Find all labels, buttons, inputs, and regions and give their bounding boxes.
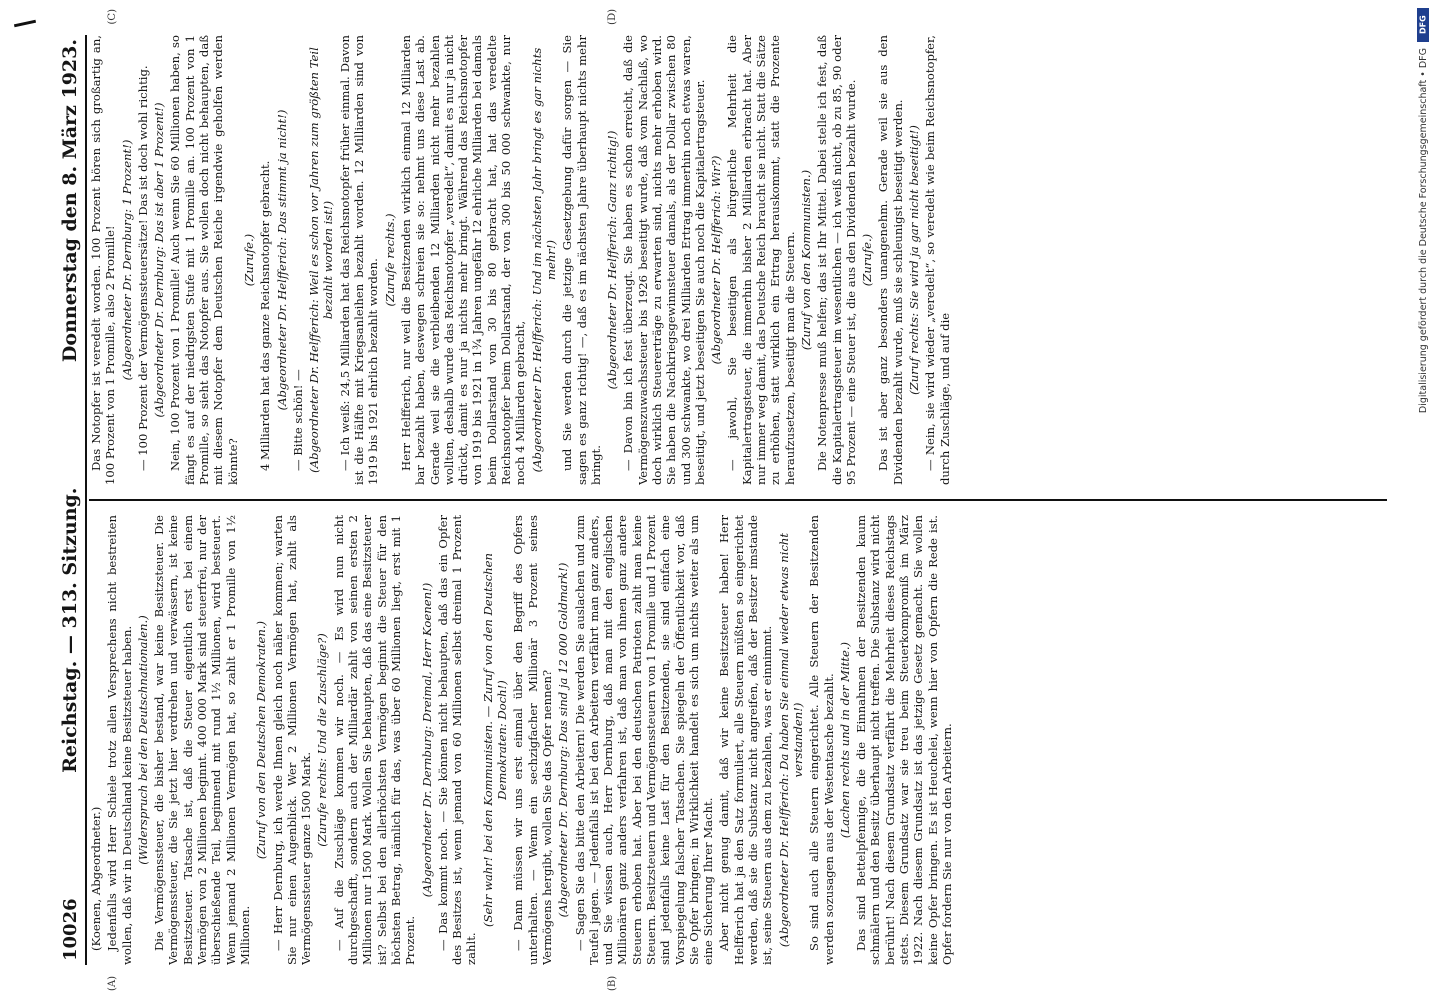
paragraph: Das ist aber ganz besonders unangenehm. Gerade weil sie aus den Dividenden bezahlt wurde, muß sie schleunigst beseitigt werden.	[876, 35, 905, 485]
paragraph: — Herr Dernburg, ich werde Ihnen gleich noch näher kommen; warten Sie nur einen Augenblick. Wer 2 Millionen Vermögen hat, zahlt als Vermögenssteuer ganze 1500 Mark.	[270, 515, 314, 965]
interjection: (Abgeordneter Dr. Helfferich: Wir?)	[709, 155, 724, 365]
left-column	[89, 515, 1387, 965]
interjection: (Zuruf rechts: Sie wird ja gar nicht beseitigt!)	[907, 125, 922, 395]
interjection: (Sehr wahr! bei den Kommunisten. — Zuruf von den Deutschen Demokraten: Doch!)	[480, 553, 510, 928]
paragraph: — Dann müssen wir uns erst einmal über den Begriff des Opfers unterhalten. — Wenn ein sechzigfacher Millionär 3 Prozent seines Vermögens hergibt, wollen Sie das Opfer nennen?	[511, 515, 554, 965]
digitization-credit	[1416, 8, 1430, 998]
paragraph: (Koenen, Abgeordneter.)	[89, 806, 103, 951]
dfg-logo: DFG	[1417, 8, 1429, 42]
paragraph: — Davon bin ich fest überzeugt. Sie haben es schon erreicht, daß die Vermögenszuwachssteuer bis 1926 beseitigt wurde, daß vom Nachlaß, wo doch wirklich Steuererträge zu erwarten sind, nichts mehr erhoben wird. Sie haben die Nachkriegsgewinnsteuer damals, als der Dollar zwischen 80 und 300 schwankte, wo drei Milliarden Ertrag immerhin noch etwas waren, beseitigt, und jetzt beseitigen Sie auch noch die Kapitalertragsteuer.	[621, 35, 707, 485]
interjection: (Lachen rechts und in der Mitte.)	[837, 641, 852, 839]
interjection: (Abgeordneter Dr. Helfferich: Da haben Sie einmal wieder etwas nicht verstanden!)	[776, 532, 805, 948]
session-date: Donnerstag den 8. März 1923.	[59, 39, 81, 363]
paragraph: So sind auch alle Steuern eingerichtet. Alle Steuern der Besitzenden werden sozusagen aus der Westentasche bezahlt.	[807, 515, 836, 965]
page-number: 10026	[60, 898, 81, 961]
interjection: (Zurufe rechts.)	[382, 213, 397, 307]
interjection: (Zuruf von den Kommunisten.)	[798, 169, 813, 351]
interjection: (Abgeordneter Dr. Helfferich: Das stimmt ja nicht!)	[274, 109, 289, 411]
interjection: (Abgeordneter Dr. Dernburg: 1 Prozent!)	[119, 139, 134, 381]
interjection: (Abgeordneter Dr. Dernburg: Das ist aber 1 Prozent!)	[152, 102, 167, 418]
margin-mark-d: (D)	[607, 9, 618, 25]
interjection: (Abgeordneter Dr. Dernburg: Dreimal, Herr Koenen!)	[419, 582, 434, 898]
margin-mark-c: (C)	[107, 9, 118, 25]
paragraph: Nein, 100 Prozent von 1 Promille! Auch wenn Sie 60 Millionen haben, so fängt es auf der niedrigsten Stufe mit 1 Promille an. 100 Prozent von 1 Promille, so sieht das Notopfer aus. Sie wollen doch nicht behaupten, daß mit diesem Notopfer dem Deutschen Reiche irgendwie geholfen werden könnte?	[168, 35, 240, 485]
paragraph: und Sie werden durch die jetzige Gesetzgebung dafür sorgen — Sie sagen es ganz richtig! —, daß es im nächsten Jahre überhaupt nichts mehr bringt.	[560, 35, 603, 485]
margin-mark-a: (A)	[107, 975, 118, 991]
paragraph: Die Vermögenssteuer, die bisher bestand, war keine Besitzsteuer. Die Vermögenssteuer, die Sie jetzt hier verdrehen und verwässern, ist keine Besitzsteuer. Tatsache ist, daß die Steuer eigentlich erst bei einem Vermögen von 2 Millionen beginnt. 400 000 Mark sind steuerfrei, nur der überschießende Teil, beginnend mit rund 1½ Millionen, wird besteuert. Wenn jemand 2 Millionen Vermögen hat, so zahlt er 1 Promille von 1½ Millionen.	[152, 515, 252, 965]
interjection: (Zuruf von den Deutschen Demokraten.)	[254, 620, 269, 860]
paragraph: Herr Helfferich, nur weil die Besitzenden wirklich einmal 12 Milliarden bar bezahlt haben, deswegen schreien sie so: nehmt uns diese Last ab. Gerade weil sie die verbleibenden 12 Milliarden nicht mehr bezahlen wollten, deshalb wurde das Reichsnotopfer „veredelt“, damit es nur ja nicht drückt, damit es nur ja nichts mehr bringt. Während das Reichsnotopfer von 1919 bis 1921 in 1¾ Jahren ungefähr 12 ehrliche Milliarden bei damals beim Dollarstand von 30 bis 80 gebracht hat, hat das veredelte Reichsnotopfer beim Dollarstand, der von 300 bis 50 000 schwankte, nur noch 4 Milliarden gebracht,	[398, 35, 528, 485]
corner-mark	[14, 20, 36, 28]
margin-mark-b: (B)	[607, 975, 618, 991]
text-columns	[89, 35, 1387, 965]
paragraph: — jawohl, Sie beseitigen als bürgerliche Mehrheit die Kapitalertragsteuer, die immerhin bisher 2 Milliarden erbracht hat. Aber nur immer weg damit, das Deutsche Reich braucht sie nicht. Statt die Sätze zu erhöhen, statt wirklich ein Ertrag herauskommt, statt die Prozente heraufzusetzen, beseitigt man die Steuern.	[725, 35, 797, 485]
interjection: (Abgeordneter Dr. Helfferich: Weil es schon vor Jahren zum größten Teil bezahlt worden ist!)	[307, 47, 336, 473]
paragraph: — Nein, sie wird wieder „veredelt“, so veredelt wie beim Reichsnotopfer, durch Zuschläge, und auf die	[923, 35, 952, 485]
interjection: (Abgeordneter Dr. Dernburg: Das sind ja 12 000 Goldmark!)	[556, 562, 571, 918]
page-title: Reichstag. — 313. Sitzung.	[59, 487, 81, 773]
paragraph: — Das kommt noch. — Sie können nicht behaupten, daß das ein Opfer des Besitzes ist, wenn jemand von 60 Millionen selbst dreimal 1 Prozent zahlt.	[435, 515, 479, 965]
paragraph: — Ich weiß: 24,5 Milliarden hat das Reichsnotopfer früher einmal. Davon ist die Hälfte mit Kriegsanleihen bezahlt worden. 12 Milliarden sind von 1919 bis 1921 ehrlich bezahlt worden.	[337, 35, 381, 485]
interjection: (Zurufe.)	[241, 233, 256, 287]
paragraph: Jedenfalls wird Herr Schiele trotz allen Versprechens nicht bestreiten wollen, daß wir in Deutschland keine Besitzsteuer haben.	[105, 515, 134, 965]
rotated-page	[47, 9, 1387, 991]
page-header	[47, 35, 87, 965]
paragraph: — Bitte schön! —	[290, 369, 305, 471]
paragraph: Aber nicht genug damit, daß wir keine Besitzsteuer haben! Herr Helfferich hat ja den Satz formuliert, alle Steuern müßten so eingerichtet werden, daß sie die Substanz nicht angreifen, daß der Besitzer imstande ist, seine Steuern aus dem zu bezahlen, was er einnimmt.	[717, 515, 775, 965]
paragraph: — Auf die Zuschläge kommen wir noch. — Es wird nun nicht durchgeschafft, sondern auch der Milliardär zahlt von seinen ersten 2 Millionen nur 1500 Mark. Wollen Sie behaupten, daß das eine Besitzsteuer ist? Selbst bei den allerhöchsten Vermögen beginnt die Steuer für den höchsten Betrag, nämlich für das, was über 60 Millionen liegt, erst mit 1 Prozent.	[331, 515, 418, 965]
right-column	[89, 35, 1387, 485]
interjection: (Zurufe rechts: Und die Zuschläge?)	[315, 633, 330, 847]
credit-text: Digitalisierung gefördert durch die Deutsche Forschungsgemeinschaft • DFG	[1417, 48, 1429, 414]
interjection: (Widerspruch bei den Deutschnationalen.)	[135, 615, 150, 865]
paragraph: 4 Milliarden hat das ganze Reichsnotopfer gebracht.	[258, 160, 273, 471]
paragraph: — Sagen Sie das bitte den Arbeitern! Die werden Sie auslachen und zum Teufel jagen. — Jedenfalls ist bei den Arbeitern verfährt man ganz anders, und Sie wissen auch, Herr Dernburg, daß man mit den englischen Millionären ganz anders verfahren ist, daß man von ihnen ganz andere Steuern erhoben hat. Aber bei den deutschen Patrioten zahlt man keine Steuern. Besitzsteuern und Vermögenssteuern von 1 Promille und 1 Prozent sind jedenfalls keine Last für den Besitzenden, sie sind einfach eine Vorspiegelung falscher Tatsachen. Sie spiegeln der Öffentlichkeit vor, daß Sie Opfer bringen; in Wirklichkeit handelt es sich um nichts weiter als um eine Sicherung Ihrer Macht.	[572, 515, 716, 965]
column-divider	[89, 499, 1387, 501]
interjection: (Zurufe.)	[860, 233, 875, 287]
interjection: (Abgeordneter Dr. Helfferich: Ganz richtig!)	[605, 130, 620, 390]
paragraph: Die Notenpresse muß helfen; das ist Ihr Mittel. Dabei stelle ich fest, daß die Kapitalertragsteuer im wesentlichen — ich weiß nicht, ob zu 85, 90 oder 95 Prozent — eine Steuer ist, die aus den Dividenden bezahlt wurde.	[815, 35, 858, 485]
interjection: (Abgeordneter Dr. Helfferich: Und im nächsten Jahr bringt es gar nichts mehr!)	[529, 47, 558, 473]
paragraph: Das Notopfer ist veredelt worden. 100 Prozent hören sich großartig an, 100 Prozent von 1 Promille, also 2 Promille!	[89, 35, 118, 485]
paragraph: — 100 Prozent der Vermögenssteuersätze! Das ist doch wohl richtig.	[135, 65, 150, 471]
paragraph: Das sind Bettelpfennige, die die Einnahmen der Besitzenden kaum schmälern und den Besitz überhaupt nicht treffen. Die Substanz wird nicht berührt! Nach diesem Grundsatz verfährt die Mehrheit dieses Reichstags stets. Diesem Grundsatz war sie treu beim Steuerkompromiß im März 1922. Nach diesem Grundsatz ist das jetzige Gesetz gemacht. Sie wollen keine Opfer bringen. Es ist Heuchelei, wenn hier von Opfern die Rede ist. Opfer fordern Sie nur von den Arbeitern.	[854, 515, 954, 965]
